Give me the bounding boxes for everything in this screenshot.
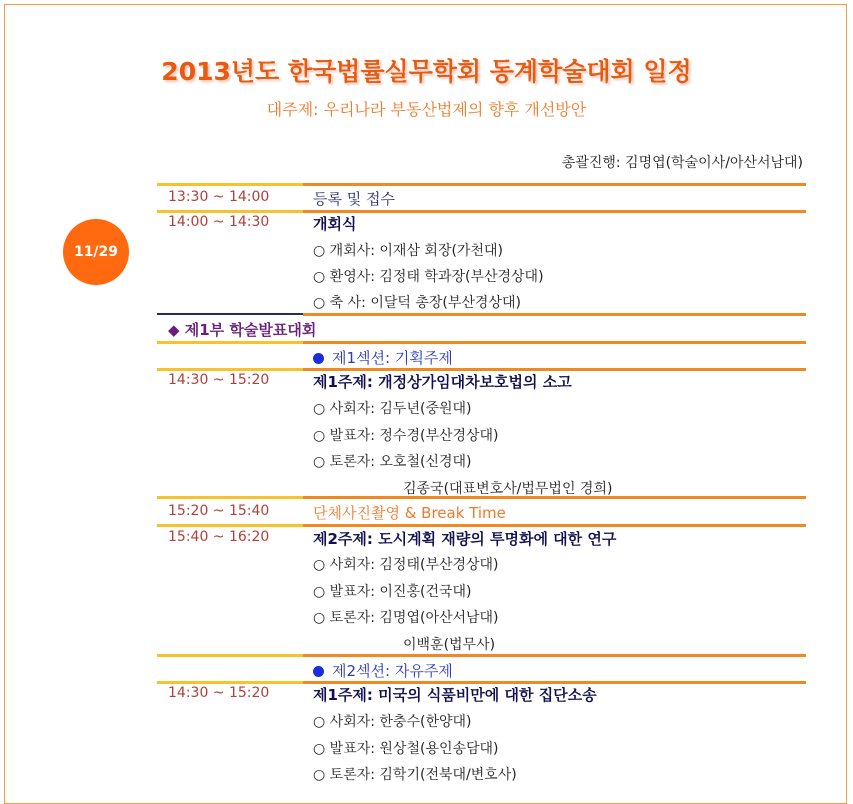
page-title: 2013년도 한국법률실무학회 동계학술대회 일정 (161, 57, 692, 86)
program-item: 김종국(대표변호사/법무법인 경희) (403, 481, 613, 497)
program-item: ○ 사회자: 김두년(중원대) (313, 401, 472, 417)
time-slot: 13:30 ~ 14:00 (168, 189, 270, 205)
program-title: 제1주제: 개정상가임대차보호법의 소고 (313, 373, 572, 391)
page-subtitle: 대주제: 우리나라 부동산법제의 향후 개선방안 (266, 100, 587, 119)
time-slot: 15:20 ~ 15:40 (168, 503, 270, 519)
program-item: ○ 개회사: 이재삼 회장(가천대) (313, 243, 503, 259)
organizer-text: 총괄진행: 김명엽(학술이사/아산서남대) (561, 155, 803, 171)
program-item: ○ 축 사: 이달덕 총장(부산경상대) (313, 295, 521, 311)
time-slot: 14:30 ~ 15:20 (168, 372, 270, 388)
time-slot: 14:30 ~ 15:20 (168, 685, 270, 701)
section-label: 제2섹션: 자유주제 (332, 662, 453, 680)
program-title: 제1주제: 미국의 식품비만에 대한 집단소송 (313, 686, 597, 704)
program-title: 단체사진촬영 & Break Time (313, 504, 506, 522)
divider (157, 341, 806, 344)
bullet-dot-icon (313, 666, 324, 677)
program-title: 제2주제: 도시계획 재량의 투명화에 대한 연구 (313, 530, 617, 548)
program-item: ○ 사회자: 한충수(한양대) (313, 714, 472, 730)
divider (157, 654, 806, 657)
section-label: 제1섹션: 기획주제 (332, 349, 453, 367)
program-item: ○ 발표자: 정수경(부산경상대) (313, 428, 499, 444)
time-slot: 14:00 ~ 14:30 (168, 214, 270, 230)
program-item: ○ 발표자: 원상철(용인송담대) (313, 741, 499, 757)
program-item: ○ 토론자: 김명엽(아산서남대) (313, 610, 499, 626)
program-title: 개회식 (313, 215, 357, 233)
program-item: ○ 사회자: 김정태(부산경상대) (313, 557, 499, 573)
divider (157, 313, 303, 315)
section-heading (313, 660, 453, 681)
program-item: ○ 토론자: 오호철(신경대) (313, 454, 472, 470)
program-item: ○ 발표자: 이진홍(건국대) (313, 584, 472, 600)
divider (157, 524, 806, 527)
time-slot: 15:40 ~ 16:20 (168, 529, 270, 545)
part-heading: ◆ 제1부 학술발표대회 (168, 321, 317, 339)
divider (157, 210, 806, 213)
program-item: ○ 토론자: 김학기(전북대/변호사) (313, 767, 517, 783)
program-item: 이백훈(법무사) (403, 637, 496, 653)
divider (157, 183, 806, 186)
divider (303, 313, 806, 316)
date-badge (63, 219, 129, 285)
program-item: ○ 환영사: 김정태 학과장(부산경상대) (313, 269, 544, 285)
section-heading (313, 347, 453, 368)
date-label: 11/29 (73, 244, 119, 260)
bullet-dot-icon (313, 353, 324, 364)
program-title: 등록 및 접수 (313, 190, 395, 208)
